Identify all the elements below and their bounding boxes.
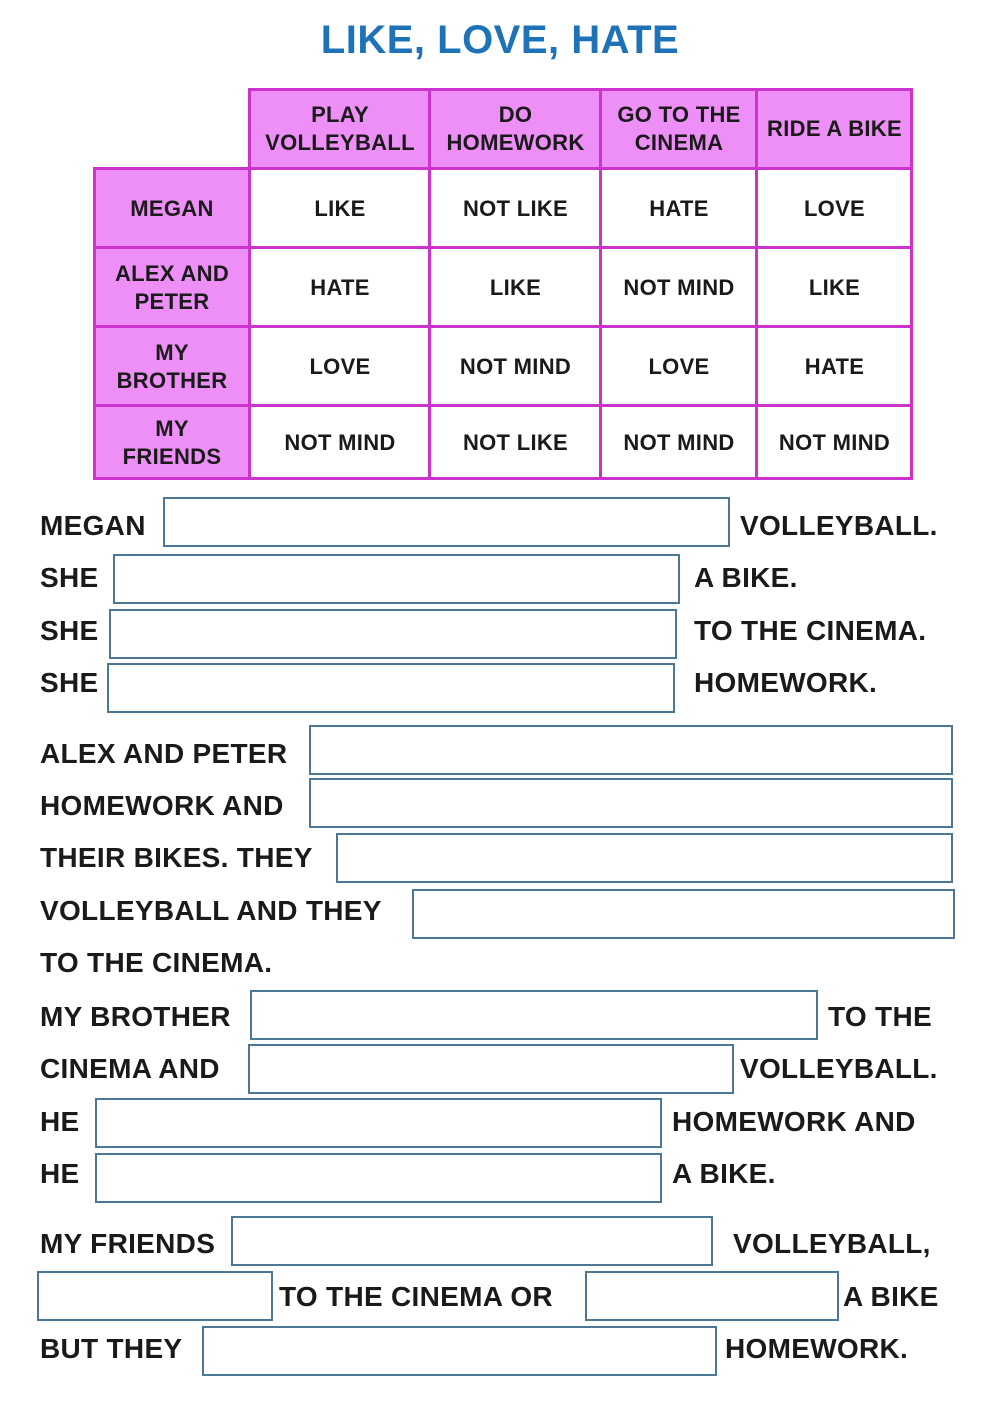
table-cell: LIKE xyxy=(250,169,430,248)
grid-line xyxy=(93,477,913,480)
column-header: DO HOMEWORK xyxy=(430,89,601,169)
answer-input[interactable] xyxy=(309,725,953,775)
sentence-text: HOMEWORK AND xyxy=(672,1106,916,1137)
sentence-text: VOLLEYBALL. xyxy=(740,1053,938,1084)
answer-input[interactable] xyxy=(231,1216,713,1266)
answer-input[interactable] xyxy=(248,1044,734,1094)
sentence-text: A BIKE. xyxy=(672,1158,776,1189)
grid-line xyxy=(755,88,758,480)
sentence-text: HOMEWORK. xyxy=(694,667,878,698)
answer-input[interactable] xyxy=(585,1271,839,1321)
answer-input[interactable] xyxy=(336,833,953,883)
grid-line xyxy=(93,167,913,170)
sentence-text: HE xyxy=(40,1158,80,1189)
answer-input[interactable] xyxy=(202,1326,717,1376)
answer-input[interactable] xyxy=(113,554,680,604)
sentence-text: A BIKE xyxy=(843,1281,939,1312)
table-cell: NOT MIND xyxy=(601,248,757,327)
answer-input[interactable] xyxy=(412,889,955,939)
sentence-text: VOLLEYBALL, xyxy=(733,1228,931,1259)
answer-input[interactable] xyxy=(109,609,677,659)
table-cell: HATE xyxy=(250,248,430,327)
sentence-text: TO THE xyxy=(828,1001,932,1032)
table-cell: NOT LIKE xyxy=(430,169,601,248)
grid-line xyxy=(93,325,913,328)
answer-input[interactable] xyxy=(95,1153,662,1203)
sentence-text: BUT THEY xyxy=(40,1333,183,1364)
sentence-text: SHE xyxy=(40,615,99,646)
column-header: PLAY VOLLEYBALL xyxy=(250,89,430,169)
answer-input[interactable] xyxy=(107,663,675,713)
sentence-text: THEIR BIKES. THEY xyxy=(40,842,313,873)
sentence-text: SHE xyxy=(40,667,99,698)
grid-line xyxy=(599,88,602,480)
answer-input[interactable] xyxy=(250,990,818,1040)
grid-line xyxy=(248,88,251,480)
sentence-text: VOLLEYBALL. xyxy=(740,510,938,541)
sentence-text: MY FRIENDS xyxy=(40,1228,216,1259)
sentence-text: TO THE CINEMA. xyxy=(694,615,927,646)
sentence-text: MEGAN xyxy=(40,510,146,541)
answer-input[interactable] xyxy=(309,778,953,828)
table-cell: NOT MIND xyxy=(757,406,912,479)
sentence-text: VOLLEYBALL AND THEY xyxy=(40,895,382,926)
answer-input[interactable] xyxy=(37,1271,273,1321)
row-header: ALEX AND PETER xyxy=(94,248,250,327)
sentence-text: HOMEWORK AND xyxy=(40,790,284,821)
row-header: MEGAN xyxy=(94,169,250,248)
table-cell: NOT MIND xyxy=(430,327,601,406)
grid-line xyxy=(93,404,913,407)
grid-line xyxy=(249,88,913,91)
table-cell: LOVE xyxy=(601,327,757,406)
answer-input[interactable] xyxy=(95,1098,662,1148)
page-title: LIKE, LOVE, HATE xyxy=(320,18,680,62)
table-cell: LOVE xyxy=(757,169,912,248)
table-cell: LIKE xyxy=(430,248,601,327)
table-cell: NOT MIND xyxy=(250,406,430,479)
column-header: RIDE A BIKE xyxy=(757,89,912,169)
grid-line xyxy=(93,246,913,249)
table-cell: HATE xyxy=(601,169,757,248)
column-header: GO TO THE CINEMA xyxy=(601,89,757,169)
row-header: MY BROTHER xyxy=(94,327,250,406)
table-cell: HATE xyxy=(757,327,912,406)
sentence-text: A BIKE. xyxy=(694,562,798,593)
table-cell: NOT MIND xyxy=(601,406,757,479)
grid-line xyxy=(93,167,96,480)
sentence-text: HE xyxy=(40,1106,80,1137)
answer-input[interactable] xyxy=(163,497,730,547)
sentence-text: TO THE CINEMA OR xyxy=(279,1281,553,1312)
grid-line xyxy=(910,88,913,480)
sentence-text: SHE xyxy=(40,562,99,593)
table-cell: LIKE xyxy=(757,248,912,327)
grid-line xyxy=(428,88,431,480)
sentence-text: CINEMA AND xyxy=(40,1053,220,1084)
table-cell: NOT LIKE xyxy=(430,406,601,479)
row-header: MY FRIENDS xyxy=(94,406,250,479)
sentence-text: ALEX AND PETER xyxy=(40,738,288,769)
sentence-text: MY BROTHER xyxy=(40,1001,231,1032)
sentence-text: HOMEWORK. xyxy=(725,1333,909,1364)
sentence-text: TO THE CINEMA. xyxy=(40,947,273,978)
table-cell: LOVE xyxy=(250,327,430,406)
